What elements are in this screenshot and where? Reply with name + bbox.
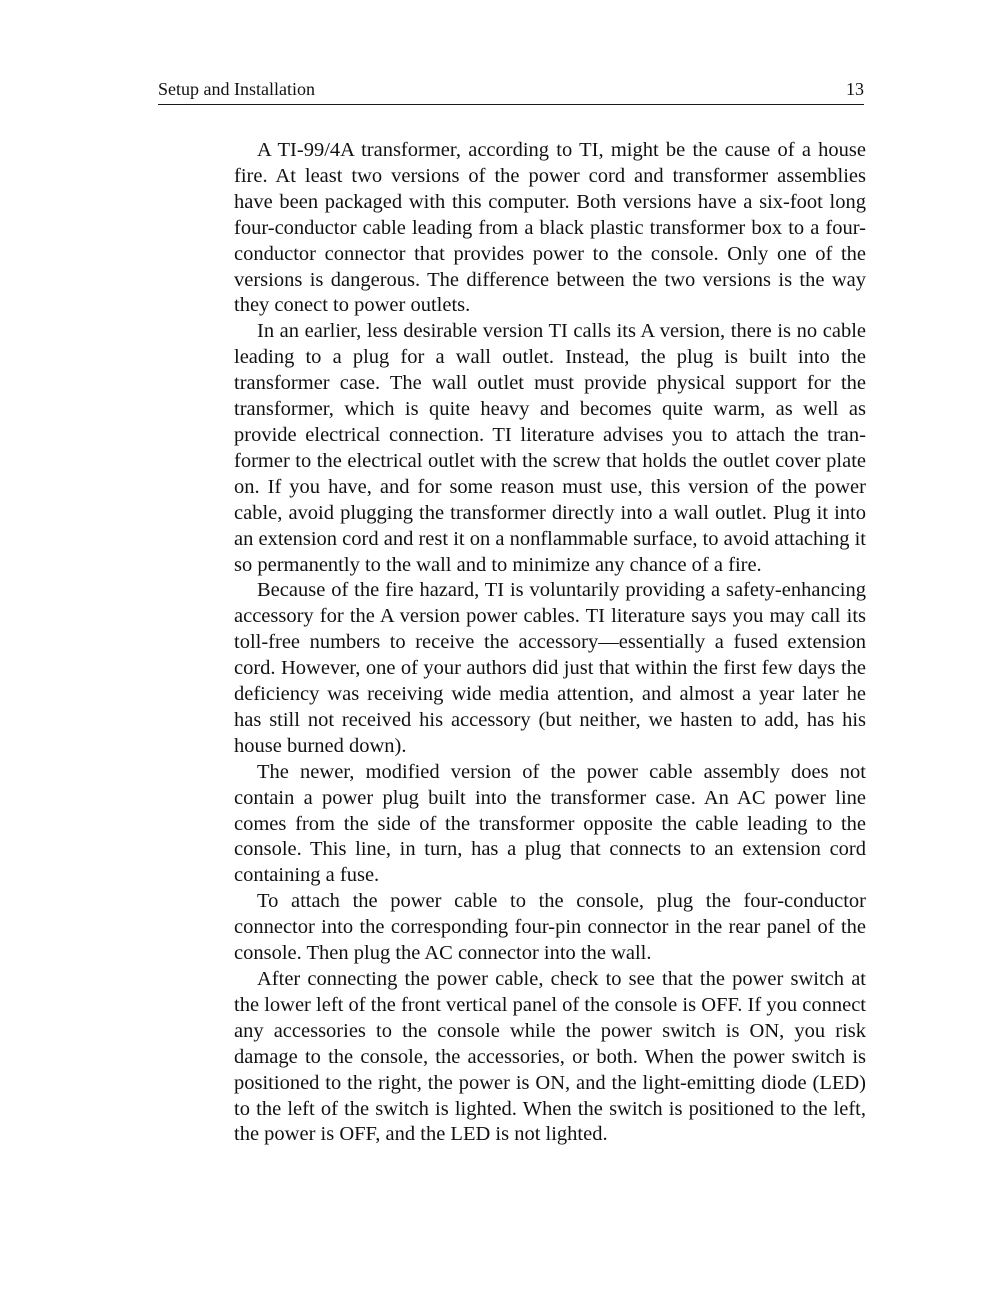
body-text [234,138,866,1148]
paragraph-modified-version: The newer, modified version of the power cable assembly does not contain a power plug built into the transformer case. An AC power line comes from the side of the transformer opposite the cable leading to the console. This line, in turn, has a plug that connects to an extension cord containing a fuse. [234,760,866,887]
running-header [158,78,864,105]
paragraph-power-switch: After connecting the power cable, check to see that the power switch at the lower left of the front vertical panel of the console is OFF. If you connect any accessories to the console while the power switch is ON, you risk damage to the console, the accessories, or both. When the power switch is positioned to the right, the power is ON, and the light-emitting diode (LED) to the left of the switch is lighted. When the switch is positioned to the left, the power is OFF, and the LED is not lighted. [234,968,866,1146]
paragraph-a-version: In an earlier, less desirable version TI calls its A version, there is no cable leading to a plug for a wall outlet. Instead, the plug is built into the transformer case. The wall outlet must provide physical support for the transformer, which is quite heavy and becomes quite warm, as well as provide electrical connection. TI literature advises you to attach the tran-former to the electrical outlet with the screw that holds the outlet cover plate on. If you have, and for some reason must use, this version of the power cable, avoid plugging the transformer directly into a wall outlet. Plug it into an extension cord and rest it on a nonflammable surface, to avoid attaching it so permanently to the wall and to minimize any chance of a fire. [234,320,866,576]
paragraph-safety-accessory: Because of the fire hazard, TI is voluntarily providing a safety-enhancing accessory for the A version power cables. TI literature says you may call its toll-free numbers to receive the accessory—essentially a fused extension cord. However, one of your authors did just that within the first few days the deficiency was receiving wide media attention, and almost a year later he has still not received his accessory (but neither, we hasten to add, has his house burned down). [234,579,866,757]
page-number: 13 [846,79,864,99]
paragraph-attach-cable: To attach the power cable to the console, plug the four-conductor connector into the corresponding four-pin connector in the rear panel of the console. Then plug the AC connector into the wall. [234,890,866,965]
section-title: Setup and Installation [158,79,315,99]
paragraph-transformer-hazard: A TI-99/4A transformer, according to TI, might be the cause of a house fire. At least two versions of the power cord and transformer assemblies have been packaged with this computer. Both versions have a six-foot long four-conductor cable leading from a black plastic transformer box to a four-conductor connector that provides power to the console. Only one of the versions is dangerous. The difference between the two versions is the way they conect to power outlets. [234,139,866,317]
